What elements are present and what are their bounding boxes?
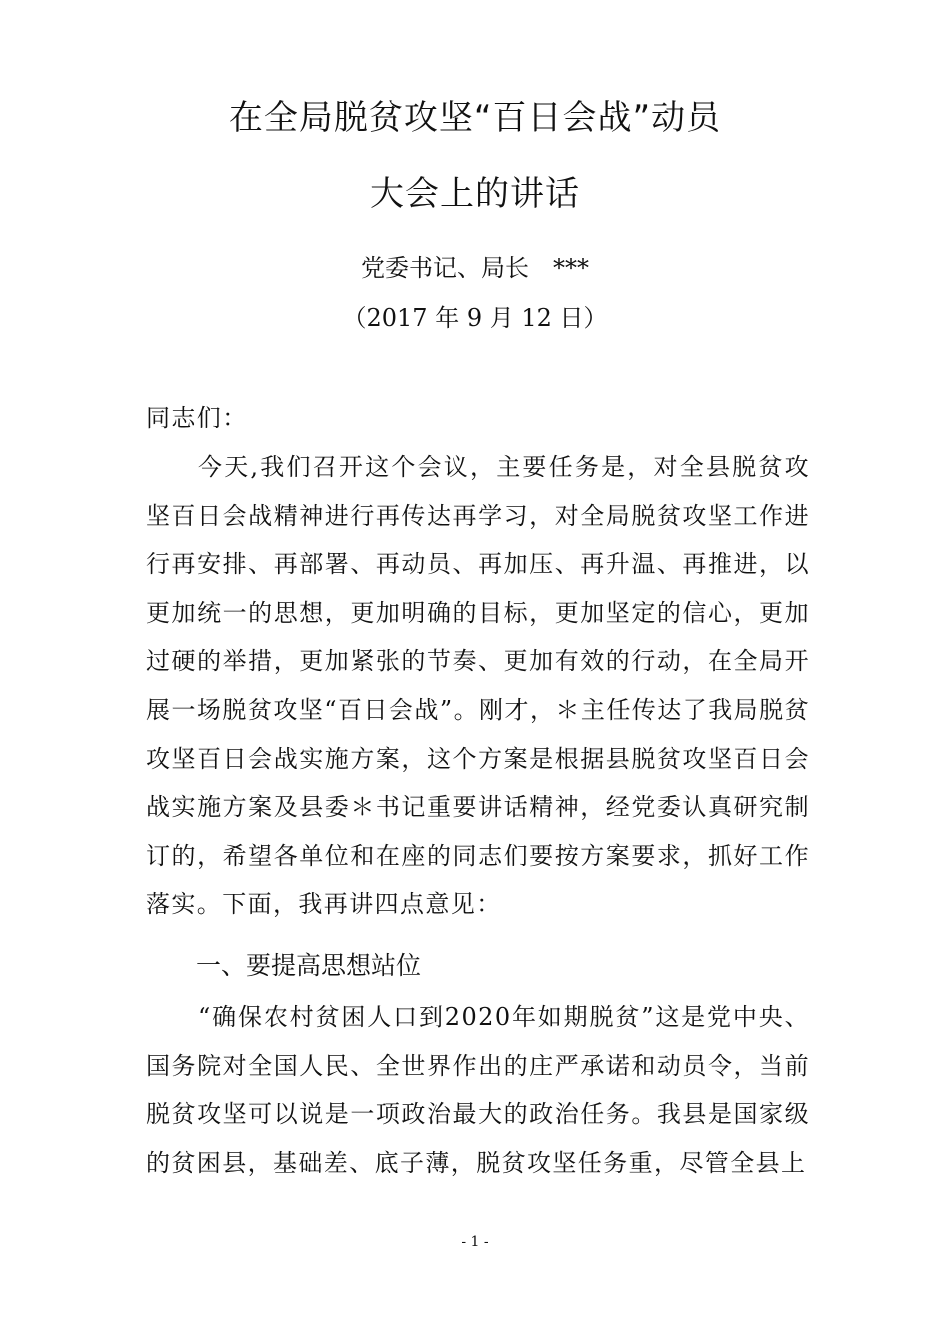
body-paragraph-2: “确保农村贫困人口到2020年如期脱贫”这是党中央、国务院对全国人民、全世界作出的庄严承诺和动员令，当前脱贫攻坚可以说是一项政治最大的政治任务。我县是国家级的贫困县，基础差、底子薄，脱贫攻坚任务重，尽管全县上 bbox=[146, 1003, 810, 1177]
salutation: 同志们： bbox=[146, 404, 248, 432]
document-title-line-2: 大会上的讲话 bbox=[370, 174, 580, 214]
page-number: - 1 - bbox=[461, 1234, 489, 1250]
body-paragraph-1: 今天,我们召开这个会议，主要任务是，对全县脱贫攻坚百日会战精神进行再传达再学习，对全局脱贫攻坚工作进行再安排、再部署、再动员、再加压、再升温、再推进，以更加统一的思想，更加明确的目标，更加坚定的信心，更加过硬的举措，更加紧张的节奏、更加有效的行动，在全局开展一场脱贫攻坚“百日会战”。刚才，＊主任传达了我局脱贫攻坚百日会战实施方案，这个方案是根据县脱贫攻坚百日会战实施方案及县委＊书记重要讲话精神，经党委认真研究制订的，希望各单位和在座的同志们要按方案要求，抓好工作落实。下面，我再讲四点意见： bbox=[146, 453, 810, 919]
section-heading-1: 一、要提高思想站位 bbox=[196, 951, 422, 980]
document-title-line-1: 在全局脱贫攻坚“百日会战”动员 bbox=[228, 98, 722, 138]
document-date: （2017 年 9 月 12 日） bbox=[342, 304, 608, 332]
document-author: 党委书记、局长 *** bbox=[361, 254, 589, 282]
